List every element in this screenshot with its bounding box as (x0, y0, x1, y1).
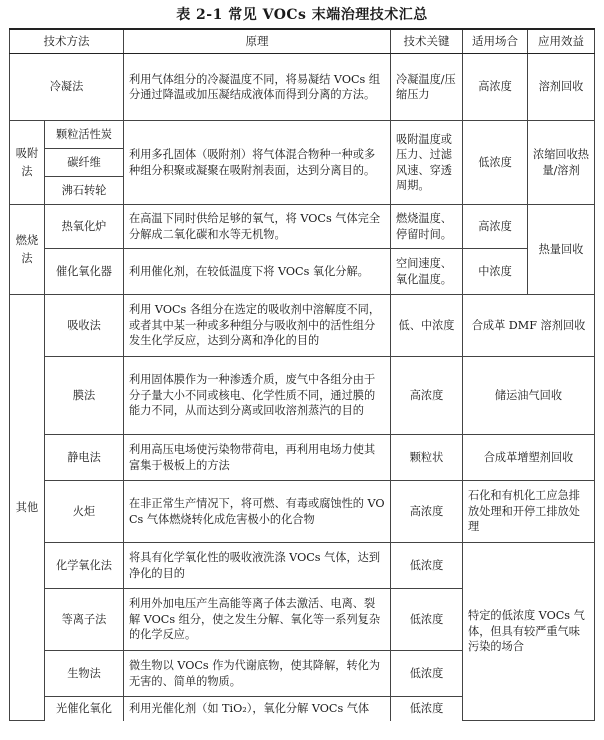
principle-cell: 利用多孔固体（吸附剂）将气体混合物种一种或多种组分积聚或凝聚在吸附剂表面，达到分离目的。 (124, 121, 391, 205)
sub-method: 静电法 (45, 435, 124, 481)
key-cell: 冷凝温度/压缩压力 (391, 54, 463, 121)
group-label: 燃烧法 (10, 205, 45, 295)
table-row (10, 121, 595, 149)
principle-cell: 利用催化剂，在较低温度下将 VOCs 氧化分解。 (124, 249, 391, 295)
method-name: 冷凝法 (10, 54, 124, 121)
scenario-benefit-cell: 合成革 DMF 溶剂回收 (463, 295, 595, 357)
scenario-benefit-cell: 储运油气回收 (463, 357, 595, 435)
table-row (10, 481, 595, 543)
principle-cell: 利用高压电场使污染物带荷电，再利用电场力使其富集于极板上的方法 (124, 435, 391, 481)
scenario-cell: 高浓度 (463, 54, 528, 121)
sub-method: 催化氧化器 (45, 249, 124, 295)
sub-method: 沸石转轮 (45, 177, 124, 205)
scenario-benefit-cell: 石化和有机化工应急排放处理和开停工排放处理 (463, 481, 595, 543)
table-row (10, 205, 595, 249)
sub-method: 生物法 (45, 651, 124, 697)
sub-method: 颗粒活性炭 (45, 121, 124, 149)
key-cell: 低浓度 (391, 543, 463, 589)
table-row (10, 357, 595, 435)
header-row (10, 29, 595, 54)
header-scenario: 适用场合 (463, 29, 528, 54)
principle-cell: 利用光催化剂（如 TiO₂），氧化分解 VOCs 气体 (124, 697, 391, 721)
sub-method: 吸收法 (45, 295, 124, 357)
table-row (10, 54, 595, 121)
principle-cell: 在高温下同时供给足够的氧气，将 VOCs 气体完全分解成二氧化碳和水等无机物。 (124, 205, 391, 249)
principle-cell: 利用气体组分的冷凝温度不同，将易凝结 VOCs 组分通过降温或加压凝结成液体而得到分离的方法。 (124, 54, 391, 121)
sub-method: 膜法 (45, 357, 124, 435)
group-label: 吸附法 (10, 121, 45, 205)
key-cell: 低、中浓度 (391, 295, 463, 357)
key-cell: 高浓度 (391, 481, 463, 543)
key-cell: 吸附温度或压力、过滤风速、穿透周期。 (391, 121, 463, 205)
principle-cell: 在非正常生产情况下，将可燃、有毒或腐蚀性的 VOCs 气体燃烧转化成危害极小的化合物 (124, 481, 391, 543)
benefit-cell: 热量回收 (528, 205, 595, 295)
scenario-cell: 中浓度 (463, 249, 528, 295)
header-benefit: 应用效益 (528, 29, 595, 54)
key-cell: 低浓度 (391, 651, 463, 697)
sub-method: 化学氧化法 (45, 543, 124, 589)
sub-method: 等离子法 (45, 589, 124, 651)
table-title: 表 2-1 常见 VOCs 末端治理技术汇总 (176, 7, 428, 23)
scenario-cell: 高浓度 (463, 205, 528, 249)
key-cell: 低浓度 (391, 697, 463, 721)
sub-method: 火炬 (45, 481, 124, 543)
header-method: 技术方法 (10, 29, 124, 54)
header-key: 技术关键 (391, 29, 463, 54)
header-principle: 原理 (124, 29, 391, 54)
table-row (10, 435, 595, 481)
sub-method: 热氧化炉 (45, 205, 124, 249)
principle-cell: 利用 VOCs 各组分在选定的吸收剂中溶解度不同，或者其中某一种或多种组分与吸收剂中的活性组分发生化学反应，达到分离和净化的目的 (124, 295, 391, 357)
principle-cell: 利用外加电压产生高能等离子体去激活、电离、裂解 VOCs 组分，使之发生分解、氧化等一系列复杂的化学反应。 (124, 589, 391, 651)
principle-cell: 微生物以 VOCs 作为代谢底物，使其降解，转化为无害的、简单的物质。 (124, 651, 391, 697)
sub-method: 碳纤维 (45, 149, 124, 177)
scenario-cell: 低浓度 (463, 121, 528, 205)
group-label: 其他 (10, 295, 45, 721)
key-cell: 颗粒状 (391, 435, 463, 481)
principle-cell: 利用固体膜作为一种渗透介质，废气中各组分由于分子量大小不同或核电、化学性质不同，通过膜的能力不同，从而达到分离或回收溶剂蒸汽的目的 (124, 357, 391, 435)
table-row (10, 295, 595, 357)
benefit-cell: 溶剂回收 (528, 54, 595, 121)
scenario-benefit-cell: 合成革增塑剂回收 (463, 435, 595, 481)
sub-method: 光催化氧化 (45, 697, 124, 721)
scenario-benefit-cell: 特定的低浓度 VOCs 气体，但具有较严重气味污染的场合 (463, 543, 595, 721)
key-cell: 空间速度、氧化温度。 (391, 249, 463, 295)
table-row (10, 249, 595, 295)
key-cell: 燃烧温度、停留时间。 (391, 205, 463, 249)
principle-cell: 将具有化学氧化性的吸收液洗涤 VOCs 气体，达到净化的目的 (124, 543, 391, 589)
key-cell: 高浓度 (391, 357, 463, 435)
benefit-cell: 浓缩回收热量/溶剂 (528, 121, 595, 205)
table-row (10, 543, 595, 589)
key-cell: 低浓度 (391, 589, 463, 651)
voc-treatment-table (9, 28, 595, 721)
